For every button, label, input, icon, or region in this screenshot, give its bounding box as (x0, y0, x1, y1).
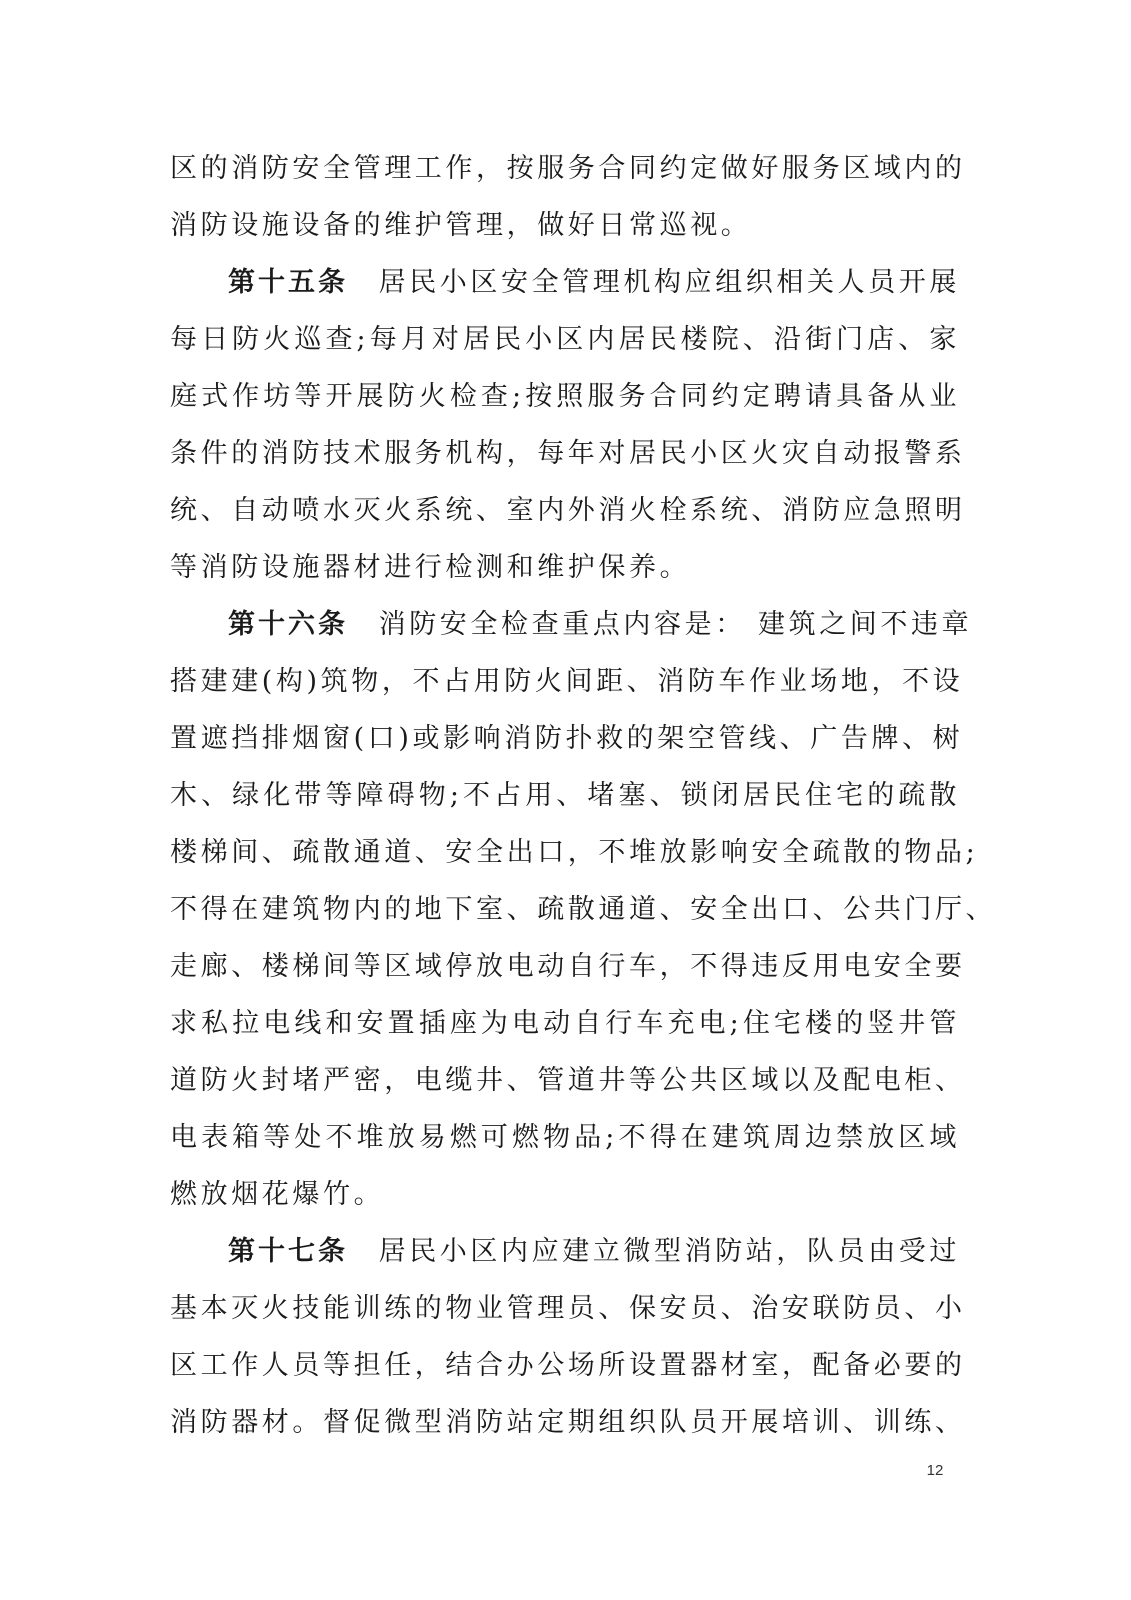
article-text: 消防安全检查重点内容是： 建筑之间不违章 (378, 609, 973, 640)
text-line: 每日防火巡查;每月对居民小区内居民楼院、沿街门店、家 (170, 324, 960, 355)
page-number: 12 (926, 1462, 944, 1479)
document-body (170, 140, 997, 1451)
article-first-line (170, 254, 960, 311)
article-text: 居民小区内应建立微型消防站，队员由受过 (378, 1236, 961, 1267)
text-line: 道防火封堵严密，电缆井、管道井等公共区域以及配电柜、 (170, 1065, 966, 1096)
text-line: 电表箱等处不堆放易燃可燃物品;不得在建筑周边禁放区域 (170, 1122, 960, 1153)
text-line: 统、自动喷水灭火系统、室内外消火栓系统、消防应急照明 (170, 495, 966, 526)
text-line: 基本灭火技能训练的物业管理员、保安员、治安联防员、小 (170, 1293, 966, 1324)
article-heading: 第十五条 (228, 267, 348, 298)
text-line: 不得在建筑物内的地下室、疏散通道、安全出口、公共门厅、 (170, 894, 997, 925)
text-line: 楼梯间、疏散通道、安全出口，不堆放影响安全疏散的物品; (170, 837, 979, 868)
text-line: 庭式作坊等开展防火检查;按照服务合同约定聘请具备从业 (170, 381, 960, 412)
text-line: 走廊、楼梯间等区域停放电动自行车，不得违反用电安全要 (170, 951, 966, 982)
text-line: 区工作人员等担任，结合办公场所设置器材室，配备必要的 (170, 1350, 966, 1381)
text-line: 搭建建(构)筑物，不占用防火间距、消防车作业场地，不设 (170, 666, 964, 697)
text-line: 木、绿化带等障碍物;不占用、堵塞、锁闭居民住宅的疏散 (170, 780, 960, 811)
article-text: 居民小区安全管理机构应组织相关人员开展 (378, 267, 961, 298)
text-line: 燃放烟花爆竹。 (170, 1179, 385, 1210)
article-heading: 第十六条 (228, 609, 348, 640)
article-first-line (170, 1223, 960, 1280)
text-line: 条件的消防技术服务机构，每年对居民小区火灾自动报警系 (170, 438, 966, 469)
article-heading: 第十七条 (228, 1236, 348, 1267)
text-line: 消防器材。督促微型消防站定期组织队员开展培训、训练、 (170, 1407, 966, 1438)
text-line: 置遮挡排烟窗(口)或影响消防扑救的架空管线、广告牌、树 (170, 723, 964, 754)
text-line: 消防设施设备的维护管理，做好日常巡视。 (170, 210, 752, 241)
article-first-line (170, 596, 973, 653)
text-line: 求私拉电线和安置插座为电动自行车充电;住宅楼的竖井管 (170, 1008, 960, 1039)
text-line: 等消防设施器材进行检测和维护保养。 (170, 552, 691, 583)
text-line: 区的消防安全管理工作，按服务合同约定做好服务区域内的 (170, 153, 966, 184)
